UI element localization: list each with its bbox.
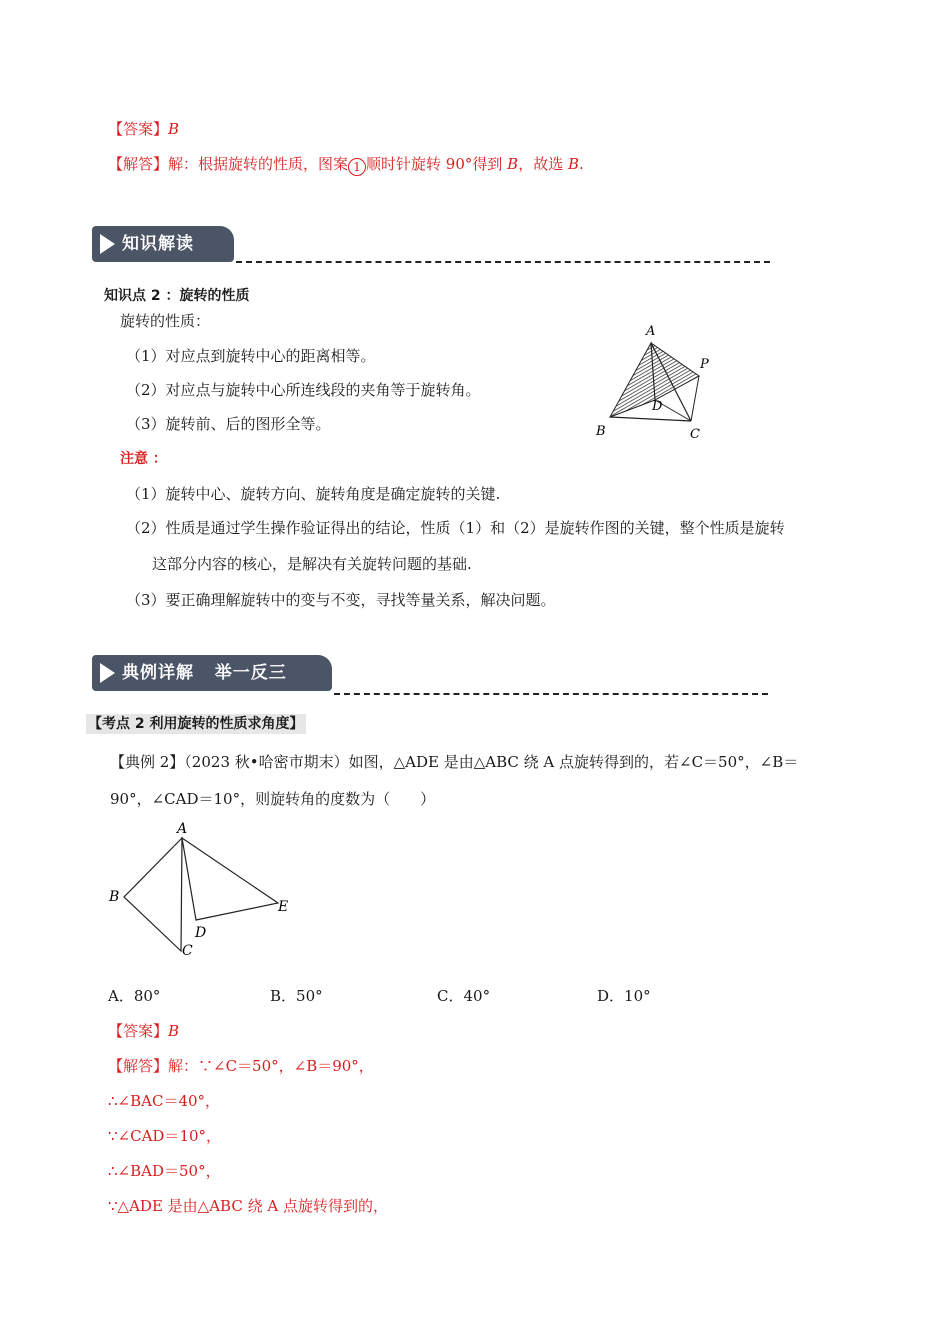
note-3: （3）要正确理解旋转中的变与不变，寻找等量关系，解决问题。 <box>126 591 556 609</box>
segment-bc <box>610 417 691 421</box>
label-d: D <box>195 925 207 941</box>
banner-title: 知识解读 <box>122 234 194 254</box>
option-a[interactable]: A．80° <box>108 987 161 1005</box>
triangle-ade <box>182 838 278 920</box>
answer-value: B <box>168 120 180 138</box>
solution-2-line-4: ∴∠BAD＝50°， <box>108 1162 221 1180</box>
label-p: P <box>700 357 709 372</box>
solution-2-line-1: 【解答】解：∵∠C＝50°，∠B＝90°， <box>108 1057 374 1075</box>
solution-2-line-3: ∵∠CAD＝10°， <box>108 1127 222 1145</box>
label-d: D <box>652 399 663 414</box>
section-banner-examples <box>92 655 332 691</box>
hatched-triangle-adp <box>651 343 699 400</box>
label-c: C <box>690 427 700 442</box>
example-line-2: 90°，∠CAD＝10°，则旋转角的度数为（ ） <box>110 790 436 808</box>
banner-title: 典例详解 举一反三 <box>122 663 287 683</box>
rotation-figure-2 <box>100 816 300 966</box>
knowledge-item-1: （1）对应点到旋转中心的距离相等。 <box>126 347 376 365</box>
section-banner-knowledge <box>92 226 234 262</box>
label-a: A <box>646 324 656 339</box>
note-label: 注意 ： <box>120 451 167 467</box>
note-1: （1）旋转中心、旋转方向、旋转角度是确定旋转的关键. <box>126 485 501 503</box>
answer-value: B <box>168 1022 180 1040</box>
hatched-triangle-abd <box>610 343 655 417</box>
knowledge-intro: 旋转的性质： <box>120 312 211 330</box>
knowledge-item-2: （2）对应点与旋转中心所连线段的夹角等于旋转角。 <box>126 381 481 399</box>
note-2: （2）性质是通过学生操作验证得出的结论，性质（1）和（2）是旋转作图的关键，整个性质是旋转 <box>126 519 785 537</box>
option-c[interactable]: C．40° <box>437 987 491 1005</box>
triangle-abc <box>124 838 182 951</box>
answer-1 <box>108 119 179 139</box>
solution-var: B <box>507 155 519 173</box>
circled-number: 1 <box>348 158 366 176</box>
label-a: A <box>177 821 188 837</box>
segment-pc <box>691 376 699 421</box>
label-e: E <box>278 899 289 915</box>
dashed-divider <box>334 693 768 695</box>
option-d[interactable]: D．10° <box>597 987 651 1005</box>
option-b[interactable]: B．50° <box>270 987 323 1005</box>
label-b: B <box>596 424 606 439</box>
dashed-divider <box>236 261 770 263</box>
solution-2-line-2: ∴∠BAC＝40°， <box>108 1092 221 1110</box>
kaodian-heading: 【考点 2 利用旋转的性质求角度】 <box>88 716 304 732</box>
solution-end: ，故选 <box>518 155 568 173</box>
knowledge-title: 知识点 2 ：旋转的性质 <box>104 288 250 304</box>
example-line-1: 【典例 2】（2023 秋•哈密市期末）如图，△ADE 是由△ABC 绕 A 点旋转得到的，若∠C＝50°，∠B＝ <box>110 753 799 771</box>
solution-dot: . <box>579 155 584 173</box>
answer-label: 【答案】 <box>108 120 169 138</box>
label-b: B <box>109 889 120 905</box>
rotation-figure-1 <box>588 318 718 443</box>
solution-pre: 解：根据旋转的性质，图案 <box>168 155 349 173</box>
play-arrow-icon <box>100 663 115 683</box>
solution-post: 顺时针旋转 90°得到 <box>366 155 508 173</box>
label-c: C <box>182 943 193 959</box>
solution-label: 【解答】 <box>108 155 169 173</box>
knowledge-item-3: （3）旋转前、后的图形全等。 <box>126 415 331 433</box>
solution-1 <box>108 154 584 176</box>
play-arrow-icon <box>100 234 115 254</box>
solution-var2: B <box>567 155 579 173</box>
answer-2 <box>108 1021 179 1041</box>
solution-2-line-5: ∵△ADE 是由△ABC 绕 A 点旋转得到的， <box>108 1197 388 1215</box>
note-2-cont: 这部分内容的核心，是解决有关旋转问题的基础. <box>152 555 472 573</box>
answer-label: 【答案】 <box>108 1022 169 1040</box>
